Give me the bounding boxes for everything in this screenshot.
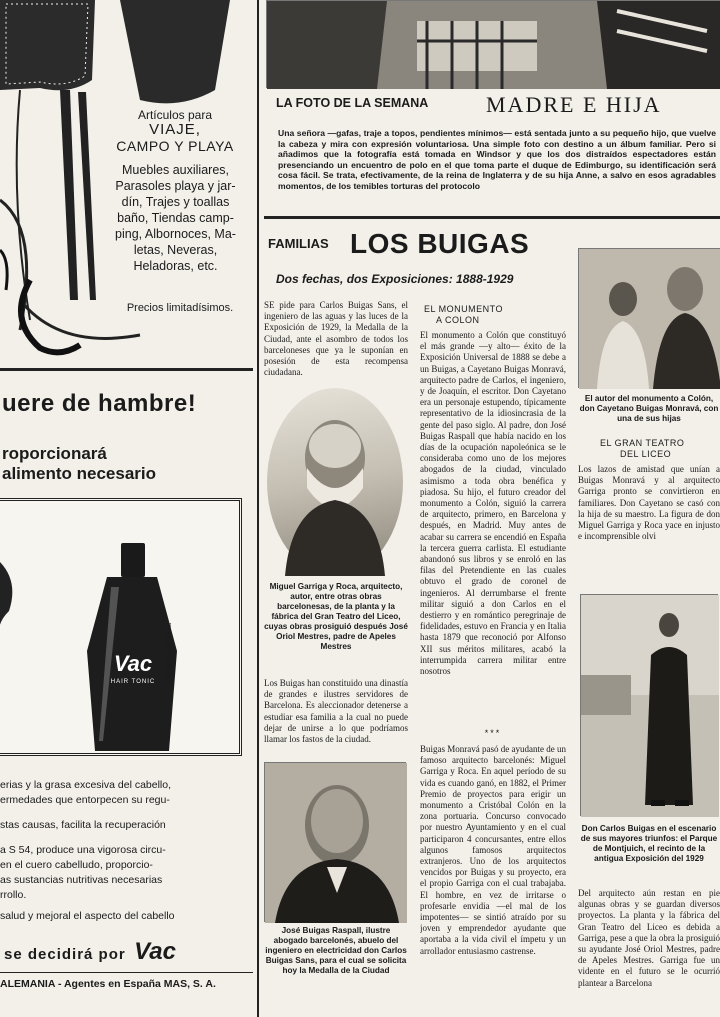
col1-mid-text: Los Buigas han constituido una dinastía de grandes e ilustres servidores de Barcelona. Es aleccionador detenerse a estudiar esa familia a la cual no puede dejar de unirse a lo que podríamos llamar los fastos de la ciudad.	[264, 678, 408, 745]
ad-vac-sub1: roporcionará	[2, 444, 107, 463]
article-col1	[262, 300, 412, 1017]
column-divider	[257, 0, 259, 1017]
ad-vac-footer: ALEMANIA - Agentes en España MAS, S. A.	[0, 978, 216, 990]
ad-vac	[0, 372, 253, 1017]
ad-travel-line1: Artículos para	[137, 108, 213, 122]
col1-top-text	[264, 300, 408, 388]
article-header	[266, 224, 571, 294]
ad-divider	[0, 368, 253, 371]
bottle-illustration	[0, 501, 239, 753]
col3-text2: Del arquitecto aún restan en pie algunas obras y se guardan diversos proyectos. La planta y la fábrica del Gran Teatro del Liceo es debida a Garriga, pese a que la obra la prosiguió su ayudante José Oriol Mestres, padre de Apeles Mestres. Garriga fue un vidente en el futuro se le ocurrió plantear a Barcelona	[578, 888, 720, 988]
foto-text: Una señora —gafas, traje a topos, pendientes mínimos— está sentada junto a su pequeño hijo, que vuelve la cabeza y mira con expresión voluntariosa. Una simple foto con destino a un álbum familiar. Pero si añadimos que la fotografía está tomada en Windsor y que los dos distraídos espectadores están presenciando un encuentro de polo en el que toma parte el duque de Edimburgo, su identificación será cosa fácil. Se trata, efectivamente, de la reina de Inglaterra y de su hija Anne, a salvo en esos agradables momentos, de los temibles torturas del protocolo	[278, 128, 716, 191]
col2-head1: EL MONUMENTO	[424, 304, 504, 314]
caption-garriga: Miguel Garriga y Roca, arquitecto, autor, entre otras obras barcelonesas, de la planta y la fábrica del Gran Teatro del Liceo, cuyas obras prosiguió después José Oriol Mestres, padre de Apeles Mestres	[264, 582, 408, 651]
ad-travel-list	[98, 162, 253, 274]
photo-cayetano	[578, 248, 720, 388]
ad-vac-side-print: CLIMAX - barcelona	[167, 622, 173, 677]
col1-top-body: SE pide para Carlos Buigas Sans, el ingeniero de las aguas y las luces de la Exposición de 1929, la Medalla de la Ciudad, ante el asombro de todos los barceloneses que ya le suponían en posesión de esta recompensa ciudadana.	[264, 300, 408, 378]
ad-travel-line2: VIAJE,	[149, 121, 201, 138]
col2-text: El monumento a Colón que constituyó el más grande —y alto— éxito de la Exposición Universal de 1888 se debe a un Buigas, a Cayetano Buigas Monravá, arquitecto padre de Carlos, el ingeniero, y de Joaquín, el escritor. Don Cayetano era un personaje estupendo, típicamente representativo de la idiosincrasia de la gente del paso siglo. Al padre, don José Buigas Raspall que había nacido en los días de la ocupación napoleónica se le consideraba como uno de los mejores abogados de la ciudad, vinculado asimismo a toda obra benéfica y piadosa. Su hijo, el futuro creador del monumento a Colón, siguió la carrera de arquitecto, primero, en Barcelona y después, en Madrid. Muy antes de acabar su carrera se encendió en España la tercera guerra carlista. El estudiante abandonó sus libros y se enroló en las filas del Pretendiente en las cuales obtuvo el grado de coronel de ingenieros. Al derrumbarse el frente militar siguió a don Carlos en el destierro y en romántico peregrinaje de fidelidades, estuvo en Francia y en Italia hasta 1879 que reconoció por Alfonso XII sus méritos militares, acabó la interrumpida carrera militar entre nosotros	[420, 330, 566, 677]
list-item: Parasoles playa y jar-	[115, 179, 236, 193]
list-item: ping, Albornoces, Ma-	[115, 227, 236, 241]
col2-head2: A COLON	[436, 315, 480, 325]
portrait-garriga-figure	[267, 388, 403, 576]
article-col2	[418, 300, 568, 1017]
col2-separator: ***	[484, 728, 502, 738]
ad-travel-line3: CAMPO Y PLAYA	[116, 138, 234, 154]
ad-vac-decide	[4, 938, 252, 966]
list-item: Muebles auxiliares,	[122, 163, 229, 177]
photo-scene	[267, 1, 720, 89]
col3-head2: DEL LICEO	[620, 449, 672, 459]
ad-travel	[0, 0, 253, 360]
portrait-buigas-raspall	[264, 762, 406, 922]
ad-vac-sub2: alimento necesario	[2, 464, 157, 483]
foto-title: MADRE E HIJA	[486, 92, 662, 117]
ad-vac-line: ermedades que entorpecen su regu-	[0, 794, 170, 806]
photo-madre-hija	[266, 0, 720, 88]
photo-cayetano-figures	[579, 249, 720, 389]
article-section: FAMILIAS	[268, 236, 329, 251]
ad-vac-line: en el cuero cabelludo, proporcio-	[0, 859, 153, 871]
portrait-garriga	[267, 388, 403, 576]
ad-vac-line: erias y la grasa excesiva del cabello,	[0, 779, 172, 791]
ad-vac-line: as sustancias nutritivas necesarias	[0, 874, 163, 886]
article-title: LOS BUIGAS	[350, 228, 530, 259]
ad-vac-headline: uere de hambre!	[2, 390, 197, 417]
caption-carlos-buigas: Don Carlos Buigas en el escenario de sus mayores triunfos: el Parque de Montjuich, el recinto de la antigua Exposición del 1929	[580, 824, 718, 863]
list-item: baño, Tiendas camp-	[117, 211, 234, 225]
article-col3	[574, 224, 720, 1017]
col3-text: Los lazos de amistad que unían a Buigas Monravá y al arquitecto Garriga pronto se convirtieron en familiares. Don Cayetano se casó con la hija de su maestro. La figura de don Miguel Garriga y Roca yace en injusto e incomprensible olvi	[578, 464, 720, 542]
ad-vac-decide-text: se decidirá por	[4, 946, 126, 963]
section-divider	[264, 216, 720, 219]
ad-vac-frame	[0, 498, 242, 756]
bottle-brand: Vac	[113, 651, 153, 676]
ad-vac-line: a S 54, produce una vigorosa circu-	[0, 844, 166, 856]
ad-vac-decide-brand: Vac	[134, 938, 176, 965]
list-item: dín, Trajes y toallas	[121, 195, 230, 209]
list-item: letas, Neveras,	[133, 243, 218, 257]
portrait-buigas-raspall-figure	[265, 763, 407, 923]
caption-cayetano: El autor del monumento a Colón, don Cayetano Buigas Monravá, con una de sus hijas	[579, 394, 719, 423]
ad-travel-prices: Precios limitadísimos.	[126, 302, 234, 314]
photo-carlos-buigas-figure	[581, 595, 719, 817]
ad-vac-footer-rule	[0, 972, 253, 973]
photo-carlos-buigas	[580, 594, 718, 816]
col3-head1: EL GRAN TEATRO	[600, 438, 685, 448]
ad-vac-line	[0, 833, 250, 843]
ad-vac-line: salud y mejoral el aspecto del cabello	[0, 910, 175, 922]
col2-text2: Buigas Monravá pasó de ayudante de un famoso arquitecto barcelonés: Miguel Garriga y Roca. En aquel período de su vida es cuando ganó, en 1882, el Primer Premio de proyectos para erigir un monumento a Cristóbal Colón en la zona portuaria. Concurso convocado por nuestro Ayuntamiento y en el cual participaron 4 concursantes, entre ellos algunos famosos arquitectos extranjeros. Uno de los arquitectos vencidos por Buigas y su proyecto, era el propio Garriga con el cual trabajaba. El hombre, en vez de irritarse o profesarle envidia —el mal de los impotentes— se sintió atraído por su joven y emprendedor ayudante que aportaba a la vida civil el ímpetu y un arrollador entusiasmo castrense.	[420, 744, 566, 956]
bottle-sub: HAIR TONIC	[110, 679, 156, 685]
caption-buigas-raspall: José Buigas Raspall, ilustre abogado barcelonés, abuelo del ingeniero en electricidad don Carlos Buigas Sans, para el cual se solicita hoy la Medalla de la Ciudad	[265, 926, 407, 975]
ad-vac-line	[0, 808, 250, 818]
foto-kicker: LA FOTO DE LA SEMANA	[276, 96, 429, 110]
article-subtitle: Dos fechas, dos Exposiciones: 1888-1929	[276, 272, 514, 286]
ad-vac-line: rrollo.	[0, 889, 27, 901]
ad-vac-line: stas causas, facilita la recuperación	[0, 819, 166, 831]
list-item: Heladoras, etc.	[133, 259, 218, 273]
ad-travel-text	[100, 108, 250, 155]
ad-vac-body	[0, 778, 250, 924]
